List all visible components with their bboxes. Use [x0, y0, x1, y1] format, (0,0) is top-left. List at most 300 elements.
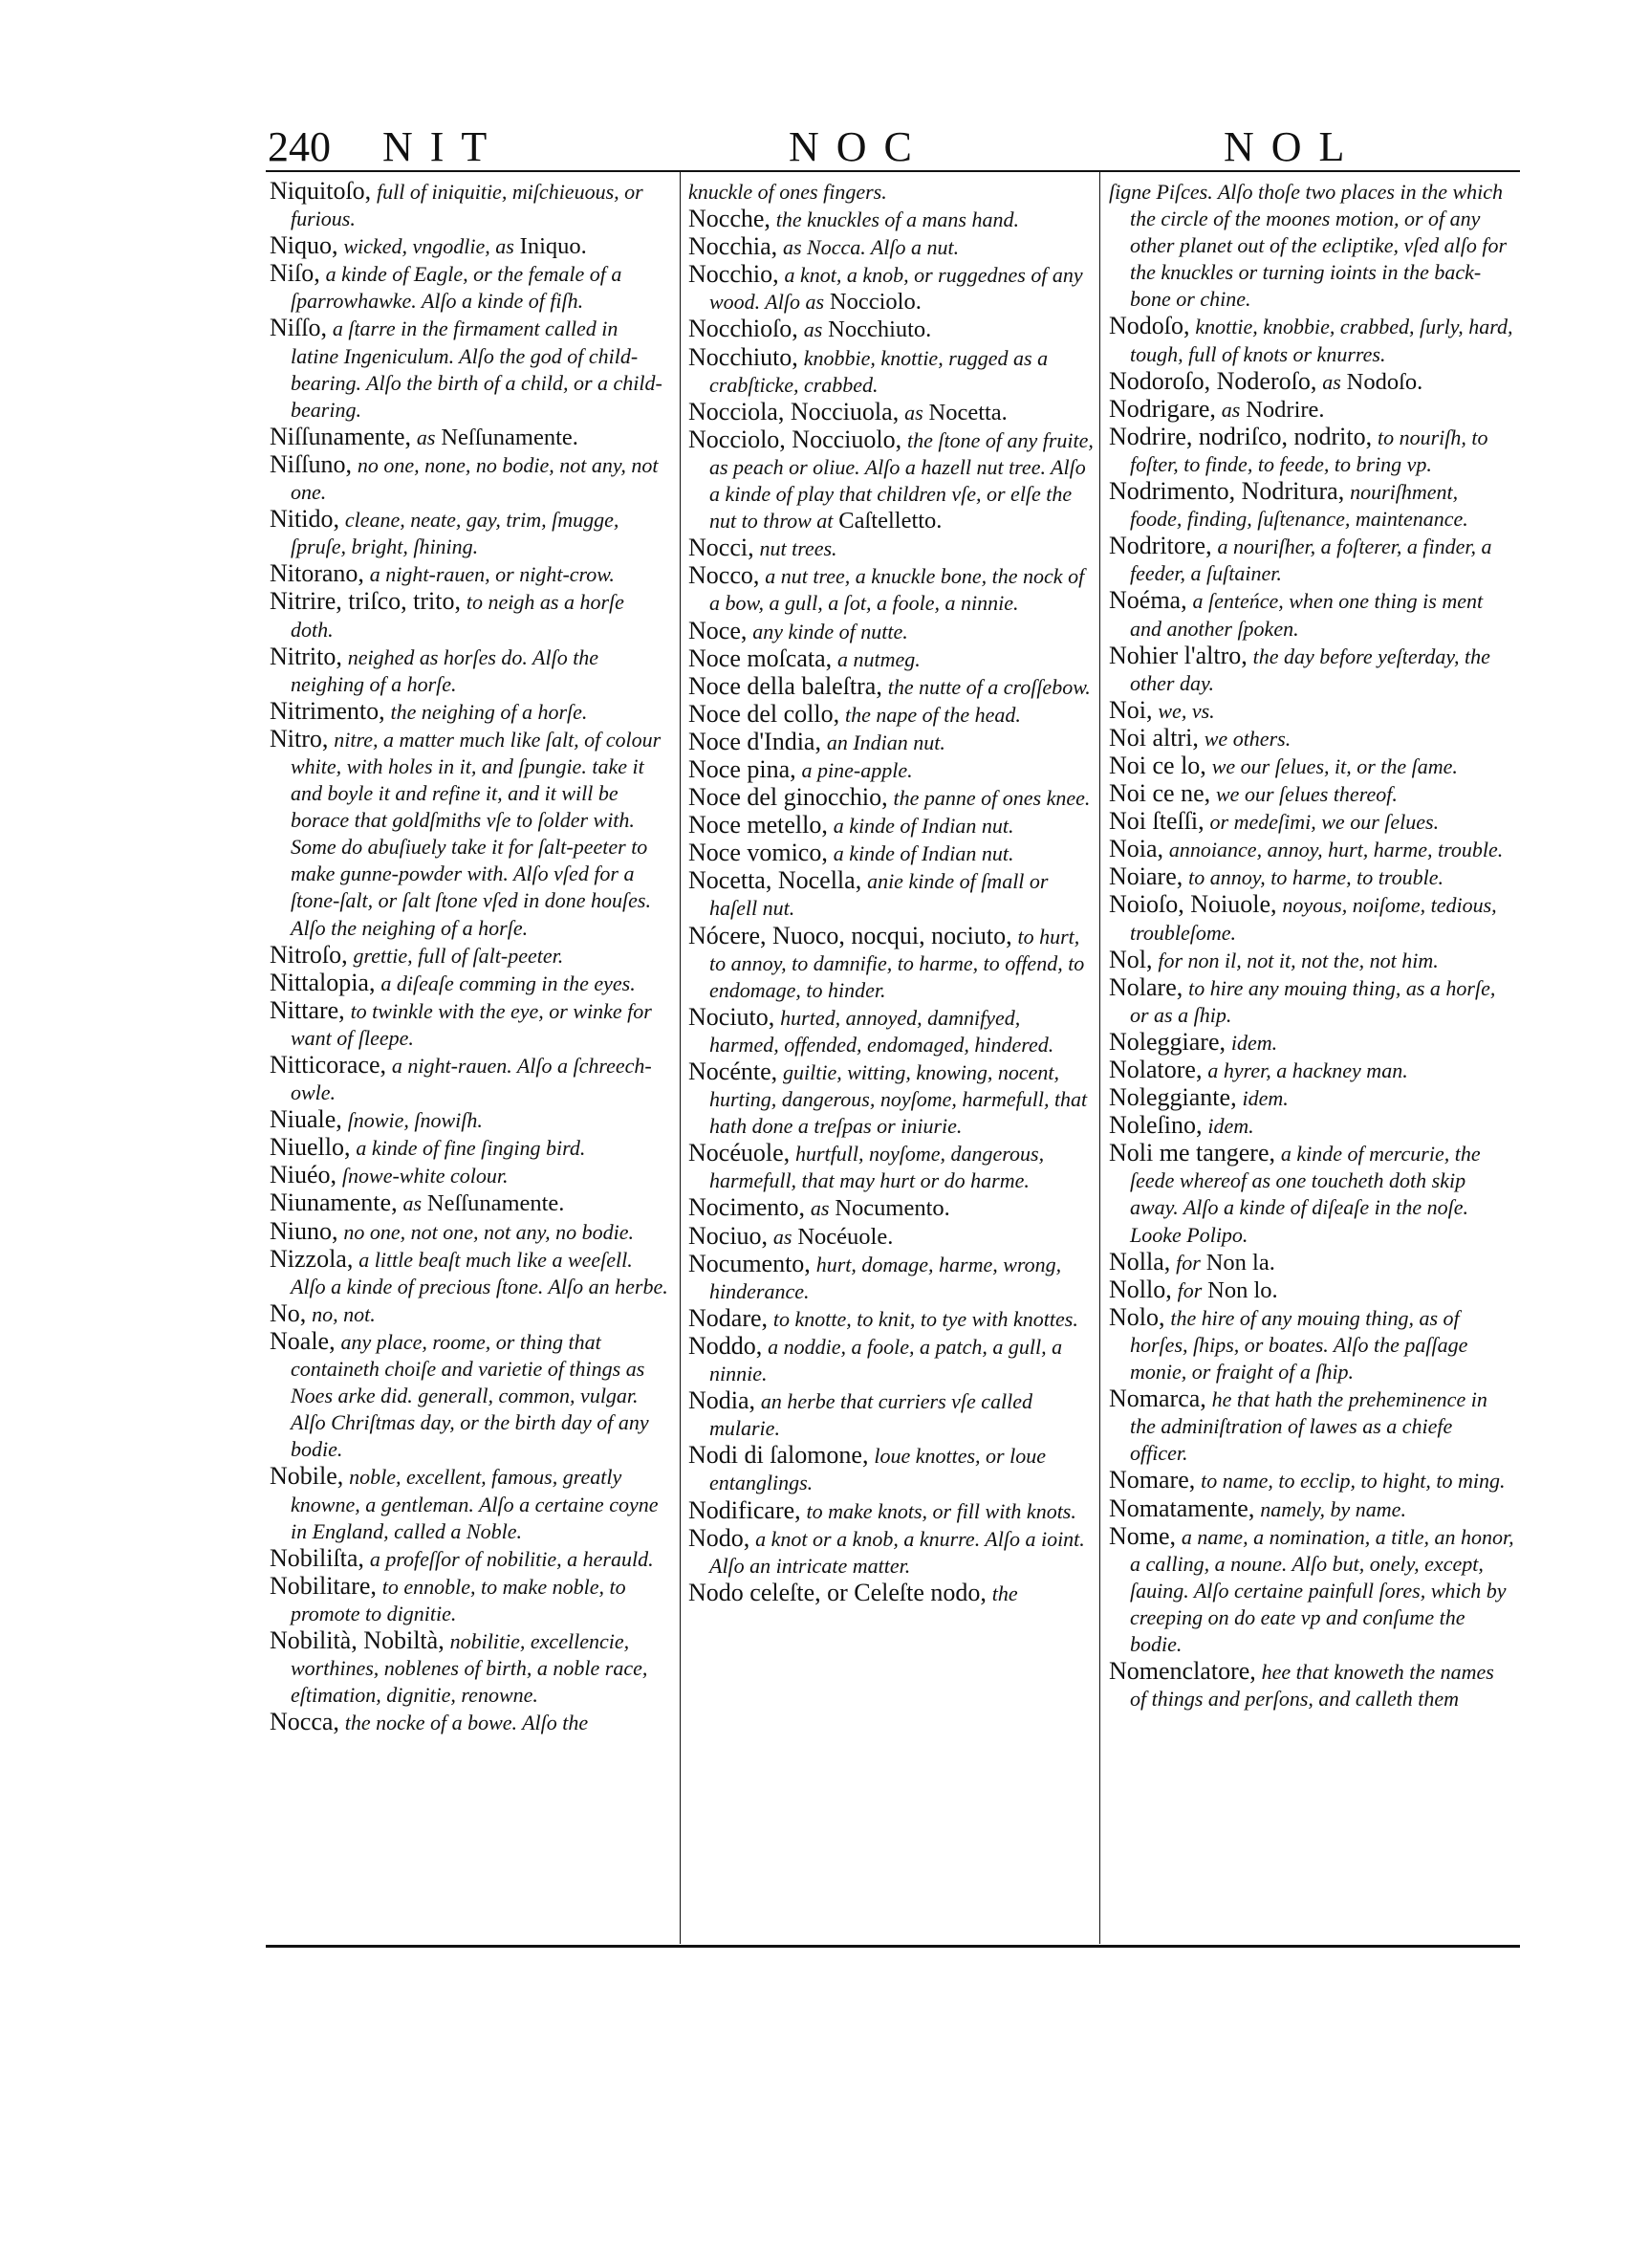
dictionary-entry [688, 1333, 1095, 1387]
dictionary-entry [1109, 1385, 1515, 1467]
definition: we others. [1204, 726, 1292, 751]
headword: Noleſino, [1109, 1111, 1203, 1140]
headword: Noleggiare, [1109, 1027, 1226, 1056]
headword: Nociuo, [688, 1221, 769, 1250]
headword: Nodrimento, Nodritura, [1109, 477, 1345, 506]
dictionary-entry [270, 1627, 671, 1709]
headword: Nitrito, [270, 642, 342, 670]
definition: to neigh as a horſe doth. [291, 590, 624, 642]
headword: Noi ce lo, [1109, 751, 1206, 779]
dictionary-entry [270, 232, 671, 260]
headword: Noéma, [1109, 586, 1187, 615]
headword: Nitorano, [270, 559, 364, 588]
dictionary-entry [688, 1140, 1095, 1194]
headword: Nodritore, [1109, 532, 1212, 560]
definition: a ſtarre in the firmament called in latine Ingeniculum. Alſo the god of child-bearing. Alſo the birth of a child, or a child-bearing. [291, 316, 662, 422]
headword: Niuno, [270, 1216, 338, 1245]
definition: a profeſſor of nobilitie, a herauld. [369, 1546, 654, 1571]
definition: as [416, 425, 436, 449]
definition: any kinde of nutte. [752, 619, 908, 643]
definition: as [1322, 369, 1341, 394]
definition: no one, none, no bodie, not any, not one. [291, 452, 659, 505]
definition: a kinde of Eagle, or the female of a ſparrowhawke. Alſo a kinde of fiſh. [291, 262, 622, 314]
dictionary-entry [270, 1218, 671, 1246]
dictionary-entry [270, 260, 671, 315]
dictionary-entry [1109, 478, 1515, 533]
headword: Nodoroſo, Noderoſo, [1109, 366, 1317, 395]
reference-word: Nocchiuto. [828, 316, 932, 343]
definition: the hire of any mouing thing, as of horſes, ſhips, or boates. Alſo the paſſage monie, or fraight of a ſhip. [1130, 1305, 1468, 1385]
dictionary-entry [1109, 587, 1515, 642]
dictionary-entry [688, 729, 1095, 756]
headword: Nittalopia, [270, 968, 376, 996]
headword: Noce metello, [688, 811, 828, 840]
definition: a night-rauen, or night-crow. [369, 562, 615, 587]
headword: Nobile, [270, 1462, 344, 1491]
headword: Nome, [1109, 1521, 1177, 1550]
definition: to ennoble, to make noble, to promote to dignitie. [291, 1574, 626, 1625]
dictionary-entry [1109, 1467, 1515, 1494]
dictionary-entry [270, 506, 671, 560]
definition: idem. [1230, 1030, 1278, 1055]
definition: full of iniquitie, miſchieuous, or furious. [291, 180, 643, 231]
definition: a ſenteńce, when one thing is ment and another ſpoken. [1130, 589, 1484, 641]
dictionary-entry [1109, 1112, 1515, 1140]
definition: or medeſimi, we our ſelues. [1209, 810, 1440, 835]
dictionary-entry [270, 560, 671, 588]
dictionary-entry [1109, 697, 1515, 725]
headword: Noce, [688, 616, 748, 644]
column-3 [1109, 178, 1515, 1947]
dictionary-entry [270, 1545, 671, 1573]
headword: Nobilitare, [270, 1571, 377, 1600]
headword: Nobiliſta, [270, 1543, 364, 1572]
definition: as [803, 317, 823, 342]
headword: Nol, [1109, 945, 1153, 973]
dictionary-entry [270, 424, 671, 451]
headword: Nocchia, [688, 232, 778, 261]
dictionary-entry [270, 942, 671, 970]
dictionary-entry [1109, 947, 1515, 974]
definition: a knot or a knob, a knurre. Alſo a ioint. Alſo an intricate matter. [709, 1526, 1085, 1578]
dictionary-entry [1109, 1249, 1515, 1276]
definition: guiltie, witting, knowing, nocent, hurting, dangerous, noyſome, harmefull, that hath done a treſpas or iniurie. [709, 1060, 1088, 1139]
definition: the ſtone of any fruite, as peach or oliue. Alſo a hazell nut tree. Alſo a kinde of play that children vſe, or elſe the nut to throw at [709, 427, 1094, 534]
dictionary-entry [688, 1305, 1095, 1333]
definition: a hyrer, a hackney man. [1207, 1058, 1408, 1082]
headword: Nollo, [1109, 1275, 1172, 1303]
dictionary-entry [688, 1004, 1095, 1058]
definition: for [1176, 1250, 1201, 1275]
headword: Noce moſcata, [688, 643, 833, 672]
headword: Nodi di ſalomone, [688, 1441, 869, 1470]
definition: no one, not one, not any, no bodie. [343, 1219, 635, 1244]
definition: we our ſelues thereof. [1216, 782, 1398, 807]
dictionary-entry [688, 178, 1095, 206]
dictionary-entry [688, 1223, 1095, 1251]
dictionary-entry [688, 233, 1095, 261]
reference-word: Nocetta. [928, 399, 1008, 425]
definition: hurt, domage, harme, wrong, hinderance. [709, 1252, 1062, 1303]
headword: Noi, [1109, 695, 1153, 724]
definition: as [904, 400, 923, 425]
dictionary-entry [270, 451, 671, 506]
headword: Noi ce ne, [1109, 779, 1211, 808]
dictionary-entry [1109, 974, 1515, 1029]
dictionary-entry [688, 344, 1095, 399]
headword: Nodo, [688, 1523, 750, 1552]
dictionary-entry [1109, 808, 1515, 836]
definition: anie kinde of ſmall or haſell nut. [709, 869, 1049, 921]
headword: Nocénte, [688, 1058, 778, 1085]
headword: Nitticorace, [270, 1051, 386, 1079]
definition: for [1177, 1277, 1203, 1302]
headword: Nodo celeſte, or Celeſte nodo, [688, 1578, 987, 1606]
definition: to hurt, to annoy, to damnifie, to harme, to offend, to endomage, to hinder. [709, 924, 1085, 1002]
headword: Nodificare, [688, 1495, 801, 1524]
column-divider-2 [1099, 170, 1100, 1944]
definition: the nocke of a bowe. Alſo the [344, 1711, 589, 1735]
headword: Nocciola, Nocciuola, [688, 397, 900, 425]
headword: Noce della baleſtra, [688, 671, 882, 700]
definition: idem. [1242, 1086, 1289, 1111]
definition: namely, by name. [1260, 1496, 1406, 1521]
definition: he that hath the preheminence in the adminiſtration of lawes as a chiefe officer. [1130, 1387, 1487, 1466]
dictionary-entry [688, 812, 1095, 840]
dictionary-entry [1109, 1523, 1515, 1658]
dictionary-entry [270, 1189, 671, 1217]
dictionary-entry [1109, 368, 1515, 396]
dictionary-entry [1109, 1304, 1515, 1385]
reference-word: Nocciolo. [829, 289, 922, 316]
definition: neighed as horſes do. Alſo the neighing of a horſe. [291, 644, 599, 696]
headword: Nittare, [270, 995, 345, 1024]
headword: Nocchio, [688, 260, 779, 289]
headword: Nolla, [1109, 1247, 1171, 1276]
dictionary-entry [270, 1463, 671, 1544]
dictionary-entry [270, 643, 671, 698]
reference-word: Iniquo. [519, 233, 587, 260]
dictionary-entry [688, 1058, 1095, 1140]
headword: Nocchioſo, [688, 315, 798, 343]
definition: nut trees. [759, 536, 837, 561]
dictionary-entry [688, 756, 1095, 784]
headword: Nitrire, triſco, trito, [270, 587, 462, 616]
definition: as [772, 1224, 792, 1249]
header-left-word: NIT [382, 123, 505, 170]
definition: wicked, vngodlie, as [343, 234, 514, 259]
dictionary-entry [688, 1194, 1095, 1222]
dictionary-entry [688, 645, 1095, 673]
headword: Nizzola, [270, 1244, 354, 1273]
definition: to annoy, to harme, to trouble. [1188, 865, 1443, 890]
dictionary-entry [270, 588, 671, 643]
definition: we our ſelues, it, or the ſame. [1211, 753, 1458, 778]
definition: to knotte, to knit, to tye with knottes. [772, 1306, 1078, 1331]
definition: to make knots, or fill with knots. [806, 1498, 1076, 1523]
header-rule [266, 170, 1520, 172]
definition: loue knottes, or loue entanglings. [709, 1444, 1046, 1495]
headword: Noce vomico, [688, 839, 828, 867]
dictionary-entry [1109, 1140, 1515, 1248]
headword: Nolo, [1109, 1302, 1165, 1331]
definition: the knuckles of a mans hand. [775, 207, 1019, 232]
headword: Niſſunamente, [270, 422, 412, 450]
definition: a little beaſt much like a weeſell. Alſo a kinde of precious ſtone. Alſo an herbe. [291, 1247, 668, 1298]
dictionary-entry [1109, 752, 1515, 780]
dictionary-entry [1109, 1658, 1515, 1712]
headword: Nolare, [1109, 972, 1183, 1001]
dictionary-entry [688, 1497, 1095, 1525]
headword: Niuéo, [270, 1161, 337, 1189]
definition: a kinde of fine ſinging bird. [356, 1136, 586, 1161]
headword: Nitro, [270, 724, 329, 752]
definition: a knot, a knob, or ruggednes of any wood. Alſo as [709, 263, 1083, 315]
reference-word: Nocéuole. [797, 1223, 894, 1250]
headword: Nodrigare, [1109, 394, 1216, 423]
reference-word: Nodrire. [1246, 396, 1325, 423]
definition: no, not. [312, 1301, 376, 1326]
dictionary-entry [1109, 836, 1515, 863]
definition: hurted, annoyed, damnifyed, harmed, offended, endomaged, hindered. [709, 1005, 1054, 1057]
dictionary-entry [688, 1442, 1095, 1496]
dictionary-entry [1109, 891, 1515, 946]
headword: Noce del ginocchio, [688, 783, 888, 812]
headword: Noli me tangere, [1109, 1139, 1275, 1167]
headword: Nohier l'altro, [1109, 641, 1248, 669]
dictionary-entry [688, 426, 1095, 534]
dictionary-entry [270, 1709, 671, 1736]
dictionary-entry [270, 178, 671, 232]
header-center-word: NOC [789, 123, 929, 170]
dictionary-entry [1109, 533, 1515, 587]
dictionary-entry [1109, 396, 1515, 424]
definition: the nutte of a croſſebow. [887, 674, 1091, 699]
headword: Nomare, [1109, 1466, 1196, 1494]
reference-word: Non lo. [1207, 1276, 1278, 1303]
dictionary-entry [688, 206, 1095, 233]
definition: a nut tree, a knuckle bone, the nock of a bow, a gull, a ſot, a foole, a ninnie. [709, 564, 1085, 616]
dictionary-entry [270, 315, 671, 423]
definition: ſnowe-white colour. [341, 1164, 509, 1189]
dictionary-entry [270, 1052, 671, 1106]
definition: to hire any mouing thing, as a horſe, or as a ſhip. [1130, 975, 1496, 1027]
dictionary-entry [688, 534, 1095, 562]
dictionary-entry [1109, 1057, 1515, 1084]
definition: nouriſhment, foode, finding, ſuſtenance, maintenance. [1130, 480, 1468, 532]
dictionary-entry [270, 970, 671, 997]
definition: ſigne Piſces. Alſo thoſe two places in the which the circle of the moones motion, or of any other planet out of the ecliptike, vſed alſo for the knuckles or turning ioints in the back-bone or chine. [1109, 180, 1508, 312]
headword: Nocimento, [688, 1193, 806, 1222]
headword: Nociuto, [688, 1002, 775, 1031]
headword: Nocche, [688, 205, 771, 233]
definition: the nape of the head. [844, 702, 1021, 727]
dictionary-entry [688, 261, 1095, 316]
dictionary-entry [688, 1387, 1095, 1442]
dictionary-entry [688, 867, 1095, 922]
dictionary-entry [1109, 424, 1515, 478]
dictionary-entry [688, 316, 1095, 343]
dictionary-entry [688, 701, 1095, 729]
reference-word: Nocumento. [835, 1195, 950, 1222]
dictionary-entry [270, 1573, 671, 1627]
column-2 [688, 178, 1095, 1947]
definition: grettie, full of ſalt-peeter. [353, 943, 564, 968]
headword: No, [270, 1298, 307, 1327]
definition: for non il, not it, not the, not him. [1158, 948, 1439, 972]
dictionary-entry [1109, 725, 1515, 752]
headword: Noiare, [1109, 862, 1183, 891]
definition: cleane, neate, gay, trim, ſmugge, ſpruſe, bright, ſhining. [291, 508, 619, 559]
dictionary-entry [1109, 178, 1515, 313]
definition: hee that knoweth the names of things and perſons, and calleth them [1130, 1660, 1494, 1712]
dictionary-entry [1109, 313, 1515, 367]
dictionary-entry [270, 726, 671, 942]
headword: Noce d'India, [688, 727, 821, 755]
dictionary-entry [1109, 1495, 1515, 1523]
column-divider-1 [680, 170, 681, 1944]
definition: ſnowie, ſnowiſh. [347, 1108, 483, 1133]
dictionary-entry [270, 1300, 671, 1328]
headword: Nocci, [688, 534, 754, 562]
definition: the panne of ones knee. [893, 786, 1091, 811]
dictionary-entry [688, 840, 1095, 867]
page-header [268, 122, 1520, 170]
headword: Nocchiuto, [688, 342, 798, 371]
definition: as Nocca. Alſo a nut. [783, 235, 960, 260]
dictionary-entry [270, 1162, 671, 1189]
headword: Nomarca, [1109, 1385, 1206, 1413]
reference-word: Nodoſo. [1346, 368, 1423, 395]
definition: knuckle of ones fingers. [688, 180, 887, 204]
definition: as [1221, 397, 1241, 422]
headword: Nocumento, [688, 1249, 811, 1277]
definition: the day before yeſterday, the other day. [1130, 643, 1490, 695]
definition: nitre, a matter much like ſalt, of colour white, with holes in it, and ſpungie. take it and boyle it and refine it, and it will be borace that goldſmiths vſe to ſolder with. Some do abuſiuely take it for ſalt-peeter to make gunne-powder with. Alſo vſed for a ſtone-ſalt, or ſalt ſtone vſed in done houſes. Alſo the neighing of a horſe. [291, 727, 662, 940]
dictionary-entry [1109, 863, 1515, 891]
dictionary-entry [688, 562, 1095, 617]
dictionary-entry [270, 698, 671, 726]
dictionary-entry [1109, 780, 1515, 808]
definition: annoiance, annoy, hurt, harme, trouble. [1168, 838, 1504, 862]
dictionary-entry [688, 1251, 1095, 1305]
headword: Nobilità, Nobiltà, [270, 1625, 445, 1654]
headword: Nocciolo, Nocciuolo, [688, 425, 902, 453]
headword: Niſo, [270, 259, 320, 288]
headword: Niunamente, [270, 1189, 398, 1217]
headword: Niſſo, [270, 314, 327, 342]
headword: Nodia, [688, 1386, 756, 1415]
headword: Niquo, [270, 231, 338, 260]
definition: a noddie, a foole, a patch, a gull, a ninnie. [709, 1334, 1063, 1386]
definition: to name, to ecclip, to hight, to ming. [1201, 1469, 1506, 1494]
header-right-word: NOL [1224, 123, 1362, 170]
headword: Nitroſo, [270, 940, 348, 969]
dictionary-entry [1109, 643, 1515, 697]
dictionary-entry [270, 1106, 671, 1134]
headword: Noddo, [688, 1331, 763, 1360]
definition: as [810, 1196, 830, 1221]
definition: a kinde of Indian nut. [833, 814, 1014, 839]
dictionary-entry [688, 618, 1095, 645]
reference-word: Non la. [1205, 1249, 1275, 1276]
headword: Nócere, Nuoco, nocqui, nociuto, [688, 921, 1012, 949]
headword: Nocéuole, [688, 1139, 791, 1167]
headword: Nocca, [270, 1708, 339, 1736]
definition: a night-rauen. Alſo a ſchreech-owle. [291, 1054, 652, 1105]
definition: to twinkle with the eye, or winke for want of ſleepe. [291, 998, 652, 1050]
dictionary-entry [1109, 1084, 1515, 1112]
definition: a diſeaſe comming in the eyes. [380, 970, 636, 995]
definition: a kinde of Indian nut. [833, 841, 1014, 866]
headword: Noioſo, Noiuole, [1109, 890, 1277, 919]
dictionary-entry [1109, 1276, 1515, 1304]
headword: Nodrire, nodriſco, nodrito, [1109, 422, 1373, 450]
dictionary-entry [270, 997, 671, 1052]
headword: Nomenclatore, [1109, 1657, 1256, 1686]
definition: as [402, 1191, 423, 1216]
page-number: 240 [268, 123, 331, 170]
definition: idem. [1207, 1114, 1254, 1139]
headword: Noce del collo, [688, 699, 840, 728]
dictionary-entry [688, 399, 1095, 426]
headword: Nitido, [270, 505, 339, 534]
dictionary-entry [270, 1246, 671, 1300]
dictionary-entry [270, 1328, 671, 1463]
dictionary-entry [688, 784, 1095, 812]
dictionary-entry [1109, 1029, 1515, 1057]
headword: Noce pina, [688, 754, 796, 783]
definition: knobbie, knottie, rugged as a crabſticke, crabbed. [709, 345, 1049, 397]
headword: Noi altri, [1109, 723, 1199, 752]
definition: any place, roome, or thing that containeth choiſe and varietie of things as Noes arke did. generall, common, vulgar. Alſo Chriſtmas day, or the birth day of any bodie. [291, 1329, 649, 1462]
definition: we, vs. [1158, 698, 1215, 723]
definition: a nouriſher, a foſterer, a finder, a feeder, a ſuſtainer. [1130, 534, 1492, 586]
definition: a name, a nomination, a title, an honor, a calling, a noune. Alſo but, onely, except, ſauing. Alſo certaine painfull ſores, which by creeping on do eate vp and conſume the bodie. [1130, 1524, 1514, 1656]
definition: a nutmeg. [837, 646, 921, 671]
headword: Noi ſteſſi, [1109, 807, 1205, 836]
reference-word: Neſſunamente. [441, 424, 578, 450]
headword: Nocco, [688, 561, 760, 590]
definition: the [991, 1581, 1018, 1605]
definition: noyous, noiſome, tedious, troubleſome. [1130, 893, 1497, 945]
headword: Nomatamente, [1109, 1494, 1255, 1522]
reference-word: Neſſunamente. [426, 1190, 565, 1217]
headword: Noleggiante, [1109, 1083, 1237, 1112]
headword: Niſſuno, [270, 449, 352, 478]
definition: hurtfull, noyſome, dangerous, harmefull, that may hurt or do harme. [709, 1142, 1045, 1193]
definition: to nouriſh, to foſter, to finde, to feede, to bring vp. [1130, 425, 1488, 476]
definition: a pine-apple. [801, 757, 913, 782]
headword: Niuello, [270, 1133, 351, 1162]
dictionary-entry [688, 1580, 1095, 1607]
headword: Noia, [1109, 835, 1164, 863]
dictionary-entry [688, 1525, 1095, 1580]
definition: a kinde of mercurie, the ſeede whereof as one toucheth doth skip away. Alſo a kinde of diſeaſe in the noſe. Looke Polipo. [1130, 1142, 1481, 1247]
headword: Niuale, [270, 1105, 342, 1134]
definition: an Indian nut. [826, 730, 945, 754]
dictionary-entry [688, 923, 1095, 1004]
dictionary-entry [688, 673, 1095, 701]
headword: Nitrimento, [270, 696, 385, 725]
definition: an herbe that curriers vſe called mularie. [709, 1389, 1033, 1441]
definition: the neighing of a horſe. [390, 699, 588, 724]
headword: Nolatore, [1109, 1056, 1203, 1083]
headword: Noale, [270, 1326, 336, 1355]
dictionary-entry [270, 1134, 671, 1162]
headword: Niquitoſo, [270, 178, 372, 205]
column-1 [270, 178, 671, 1947]
